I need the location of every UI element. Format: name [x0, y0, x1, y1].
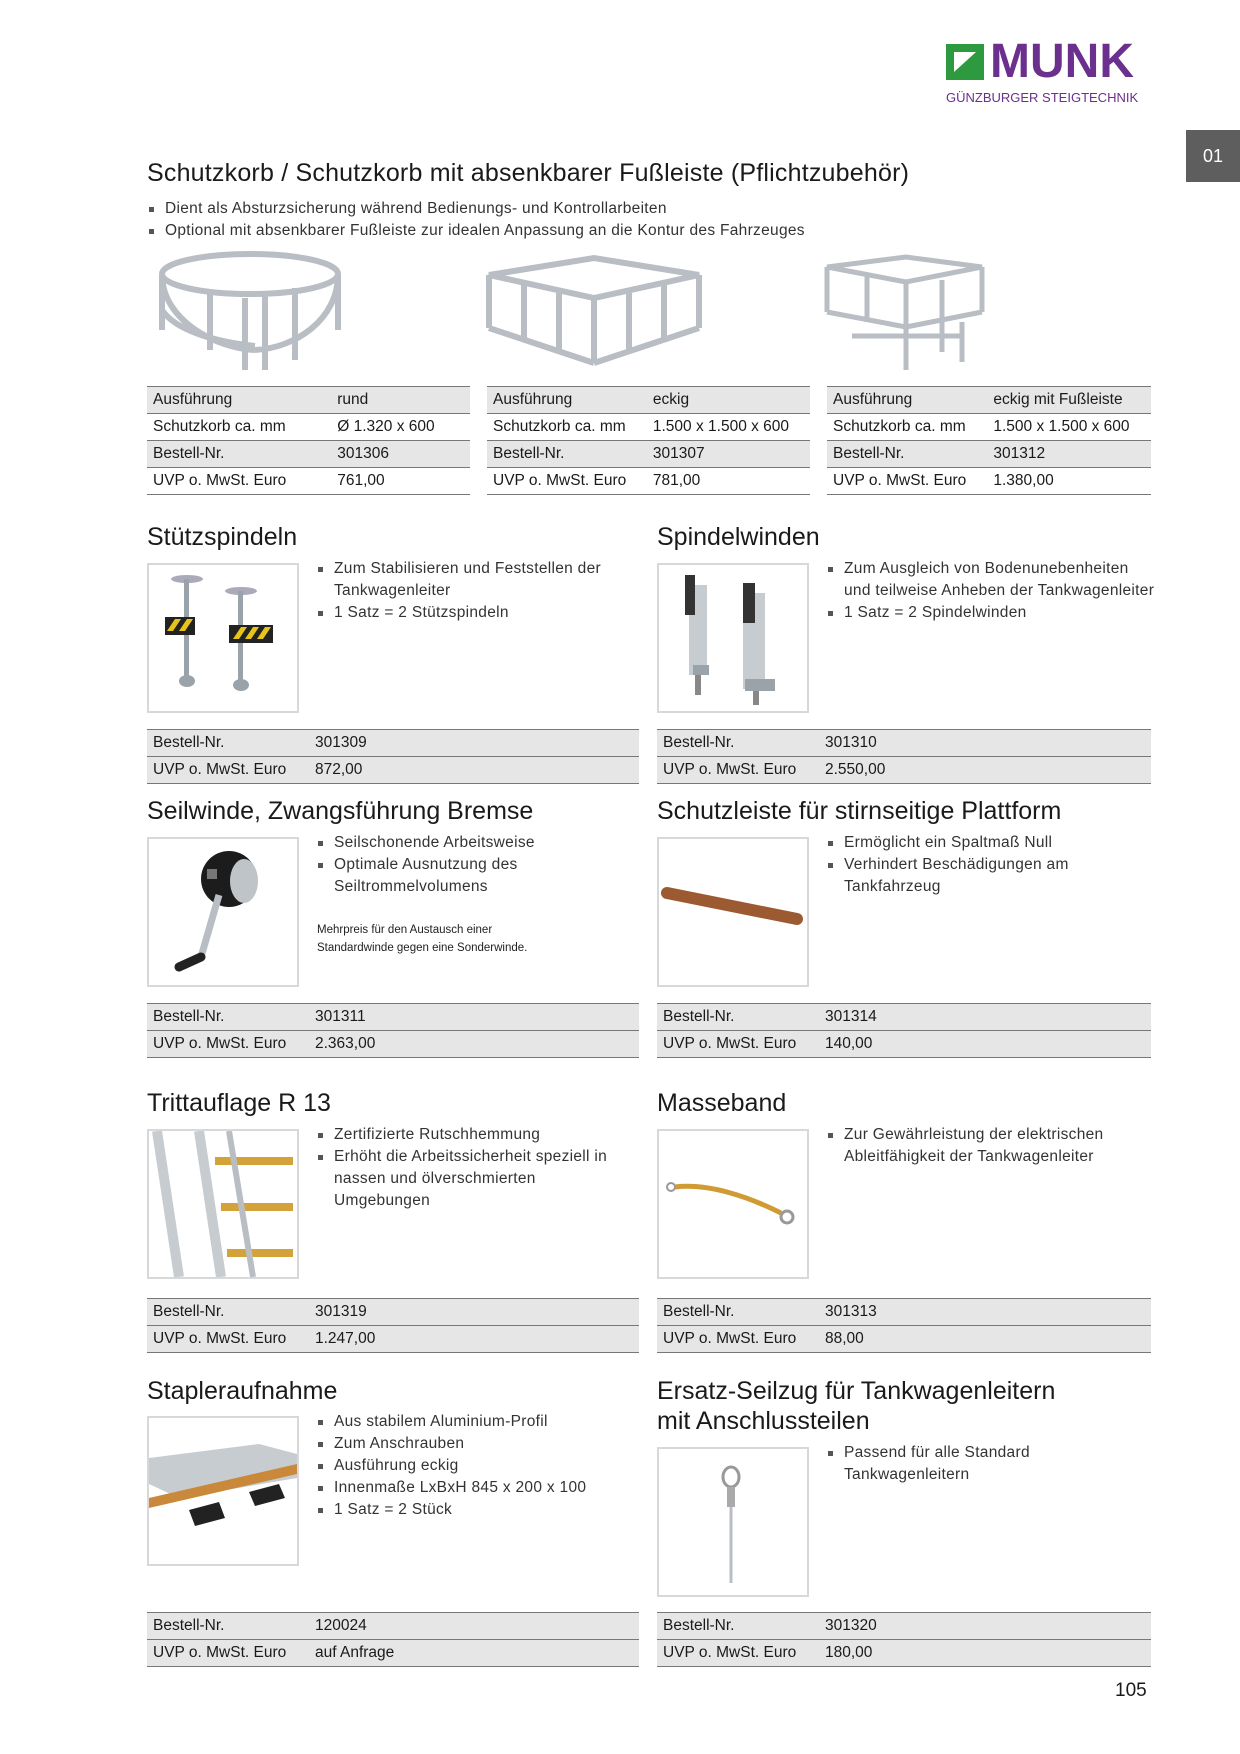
schutzleiste-image	[657, 837, 809, 987]
table-label: Ausführung	[827, 387, 987, 414]
table-value: 301310	[819, 730, 1151, 757]
list-item: Zertifizierte Rutschhemmung	[316, 1124, 616, 1146]
table-value: 301311	[309, 1004, 639, 1031]
table-value: Ø 1.320 x 600	[331, 414, 470, 441]
schutzleiste-title: Schutzleiste für stirnseitige Plattform	[657, 797, 1062, 825]
seilwinde-image	[147, 837, 299, 987]
table-value: 761,00	[331, 468, 470, 495]
table-value: 1.500 x 1.500 x 600	[987, 414, 1151, 441]
table-value: 120024	[309, 1613, 639, 1640]
list-item: 1 Satz = 2 Spindelwinden	[826, 602, 1156, 624]
table-label: Bestell-Nr.	[657, 1613, 819, 1640]
table-value: 301313	[819, 1299, 1151, 1326]
table-label: UVP o. MwSt. Euro	[657, 757, 819, 784]
table-value: 1.380,00	[987, 468, 1151, 495]
stapleraufnahme-table	[147, 1612, 639, 1667]
table-value: 781,00	[647, 468, 810, 495]
stuetzspindeln-title: Stützspindeln	[147, 523, 298, 551]
trittauflage-table	[147, 1298, 639, 1353]
spindelwinden-table	[657, 729, 1151, 784]
trittauflage-image	[147, 1129, 299, 1279]
page-number: 105	[1115, 1680, 1147, 1701]
table-value: 140,00	[819, 1031, 1151, 1058]
table-value: 301309	[309, 730, 639, 757]
table-label: Schutzkorb ca. mm	[487, 414, 647, 441]
stapleraufnahme-image	[147, 1416, 299, 1566]
schutzkorb-eckig-table	[487, 386, 810, 495]
table-label: Bestell-Nr.	[657, 1004, 819, 1031]
list-item: Passend für alle Standard Tankwagenleitern	[826, 1442, 1146, 1486]
list-item: Ausführung eckig	[316, 1455, 636, 1477]
trittauflage-title: Trittauflage R 13	[147, 1089, 331, 1117]
table-value: 301319	[309, 1299, 639, 1326]
list-item: Zur Gewährleistung der elektrischen Ableitfähigkeit der Tankwagenleiter	[826, 1124, 1156, 1168]
table-value: 301306	[331, 441, 470, 468]
table-value: auf Anfrage	[309, 1640, 639, 1667]
seilwinde-bullets	[316, 832, 616, 898]
list-item: Verhindert Beschädigungen am Tankfahrzeug	[826, 854, 1156, 898]
table-label: Schutzkorb ca. mm	[147, 414, 331, 441]
note-line: Standardwinde gegen eine Sonderwinde.	[317, 942, 528, 954]
list-item: Aus stabilem Aluminium-Profil	[316, 1411, 636, 1433]
list-item: Zum Anschrauben	[316, 1433, 636, 1455]
trittauflage-bullets	[316, 1124, 616, 1212]
brand-name: MUNK	[990, 35, 1134, 88]
list-item: Optimale Ausnutzung des Seiltrommelvolumens	[316, 854, 616, 898]
seilwinde-table	[147, 1003, 639, 1058]
chapter-tab: 01	[1186, 130, 1240, 182]
table-label: Bestell-Nr.	[827, 441, 987, 468]
list-item: Erhöht die Arbeitssicherheit speziell in nassen und ölverschmierten Umgebungen	[316, 1146, 616, 1212]
table-label: UVP o. MwSt. Euro	[657, 1031, 819, 1058]
table-label: Ausführung	[147, 387, 331, 414]
schutzkorb-eckig-image	[484, 253, 706, 371]
seilwinde-note	[317, 921, 527, 957]
schutzleiste-table	[657, 1003, 1151, 1058]
table-value: 2.363,00	[309, 1031, 639, 1058]
title-line: mit Anschlussteilen	[657, 1407, 870, 1435]
table-value: 1.500 x 1.500 x 600	[647, 414, 810, 441]
table-label: UVP o. MwSt. Euro	[657, 1326, 819, 1353]
schutzkorb-rund-table	[147, 386, 470, 495]
table-value: 301312	[987, 441, 1151, 468]
masseband-bullets	[826, 1124, 1156, 1168]
schutzkorb-rund-image	[155, 250, 345, 374]
table-value: 2.550,00	[819, 757, 1151, 784]
table-label: Bestell-Nr.	[147, 730, 309, 757]
table-value: eckig	[647, 387, 810, 414]
list-item: Ermöglicht ein Spaltmaß Null	[826, 832, 1156, 854]
table-label: Ausführung	[487, 387, 647, 414]
table-value: eckig mit Fußleiste	[987, 387, 1151, 414]
table-value: 88,00	[819, 1326, 1151, 1353]
masseband-title: Masseband	[657, 1089, 787, 1117]
stapleraufnahme-bullets	[316, 1411, 636, 1521]
masseband-image	[657, 1129, 809, 1279]
list-item: Innenmaße LxBxH 845 x 200 x 100	[316, 1477, 636, 1499]
spindelwinden-title: Spindelwinden	[657, 523, 820, 551]
schutzkorb-title: Schutzkorb / Schutzkorb mit absenkbarer Fußleiste (Pflichtzubehör)	[147, 159, 910, 187]
stuetzspindeln-table	[147, 729, 639, 784]
schutzkorb-bullets	[147, 198, 1047, 242]
table-value: 872,00	[309, 757, 639, 784]
list-item: Optional mit absenkbarer Fußleiste zur idealen Anpassung an die Kontur des Fahrzeuges	[147, 220, 1047, 242]
table-label: UVP o. MwSt. Euro	[147, 468, 331, 495]
title-line: Ersatz-Seilzug für Tankwagenleitern	[657, 1377, 1056, 1405]
stuetzspindeln-image	[147, 563, 299, 713]
table-label: Bestell-Nr.	[147, 1004, 309, 1031]
table-value: 301314	[819, 1004, 1151, 1031]
note-line: Mehrpreis für den Austausch einer	[317, 924, 493, 936]
table-label: Bestell-Nr.	[147, 1299, 309, 1326]
table-label: Bestell-Nr.	[657, 730, 819, 757]
list-item: Zum Ausgleich von Bodenunebenheiten und teilweise Anheben der Tankwagenleiter	[826, 558, 1156, 602]
table-label: UVP o. MwSt. Euro	[147, 1326, 309, 1353]
table-label: Bestell-Nr.	[657, 1299, 819, 1326]
table-label: UVP o. MwSt. Euro	[147, 757, 309, 784]
table-value: 301307	[647, 441, 810, 468]
stuetzspindeln-bullets	[316, 558, 616, 624]
schutzkorb-fussleiste-table	[827, 386, 1151, 495]
table-label: Bestell-Nr.	[147, 441, 331, 468]
seilwinde-title: Seilwinde, Zwangsführung Bremse	[147, 797, 534, 825]
list-item: Seilschonende Arbeitsweise	[316, 832, 616, 854]
table-label: UVP o. MwSt. Euro	[147, 1640, 309, 1667]
list-item: Dient als Absturzsicherung während Bedienungs- und Kontrollarbeiten	[147, 198, 1047, 220]
table-label: UVP o. MwSt. Euro	[487, 468, 647, 495]
list-item: 1 Satz = 2 Stützspindeln	[316, 602, 616, 624]
seilzug-table	[657, 1612, 1151, 1667]
brand-tagline: GÜNZBURGER STEIGTECHNIK	[946, 90, 1139, 105]
stapleraufnahme-title: Stapleraufnahme	[147, 1377, 338, 1405]
seilzug-title	[657, 1376, 1055, 1436]
table-value: 180,00	[819, 1640, 1151, 1667]
schutzkorb-fussleiste-image	[822, 252, 990, 374]
masseband-table	[657, 1298, 1151, 1353]
table-label: UVP o. MwSt. Euro	[147, 1031, 309, 1058]
table-value: 1.247,00	[309, 1326, 639, 1353]
table-label: Schutzkorb ca. mm	[827, 414, 987, 441]
spindelwinden-image	[657, 563, 809, 713]
seilzug-bullets	[826, 1442, 1146, 1486]
schutzleiste-bullets	[826, 832, 1156, 898]
seilzug-image	[657, 1447, 809, 1597]
table-value: 301320	[819, 1613, 1151, 1640]
table-label: Bestell-Nr.	[147, 1613, 309, 1640]
table-label: Bestell-Nr.	[487, 441, 647, 468]
brand-logo	[946, 35, 1152, 108]
spindelwinden-bullets	[826, 558, 1156, 624]
munk-mark-icon	[946, 44, 984, 80]
list-item: 1 Satz = 2 Stück	[316, 1499, 636, 1521]
table-value: rund	[331, 387, 470, 414]
list-item: Zum Stabilisieren und Feststellen der Tankwagenleiter	[316, 558, 616, 602]
table-label: UVP o. MwSt. Euro	[827, 468, 987, 495]
table-label: UVP o. MwSt. Euro	[657, 1640, 819, 1667]
